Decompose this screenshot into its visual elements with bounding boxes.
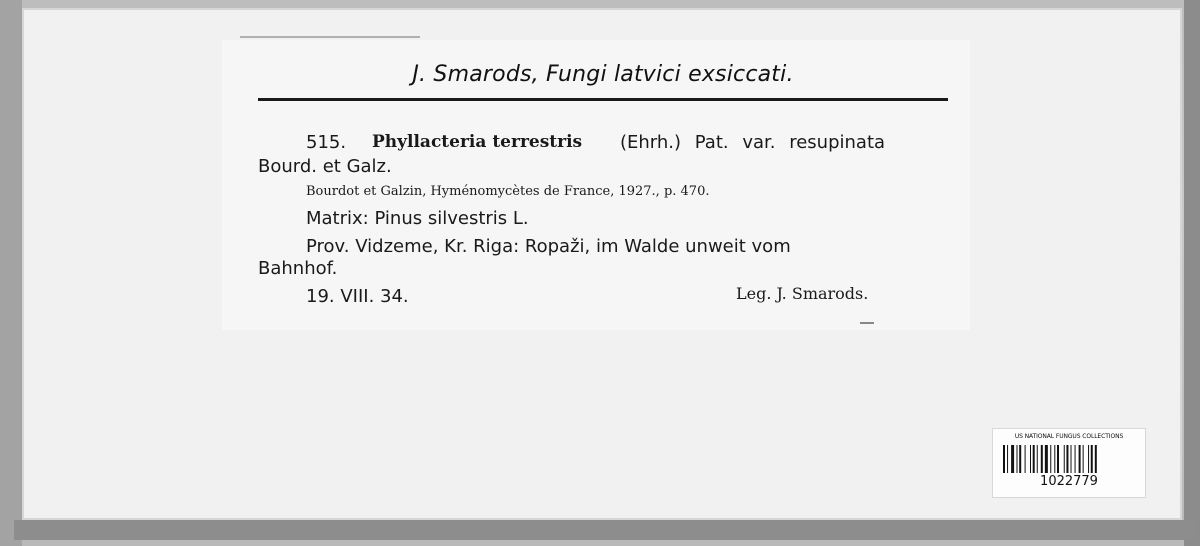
taxon-authority-cont: Bourd. et Galz. (258, 156, 392, 177)
envelope-right-edge (1184, 0, 1200, 546)
locality-line-cont: Bahnhof. (258, 258, 338, 279)
collection-date: 19. VIII. 34. (306, 286, 409, 307)
envelope-left-edge (0, 0, 22, 546)
smudge-mark (860, 322, 874, 324)
barcode-number: 1022779 (1040, 474, 1098, 489)
literature-reference: Bourdot et Galzin, Hyménomycètes de France, 1927., p. 470. (306, 184, 710, 199)
label-header: J. Smarods, Fungi latvici exsiccati. (412, 62, 794, 87)
taxon-name: Phyllacteria terrestris (372, 132, 583, 152)
header-rule (258, 98, 948, 101)
specimen-number: 515. (306, 132, 347, 153)
locality-line: Prov. Vidzeme, Kr. Riga: Ropaži, im Walde unweit vom (306, 236, 791, 257)
envelope-bottom-edge (14, 520, 1194, 540)
matrix-line: Matrix: Pinus silvestris L. (306, 208, 529, 229)
barcode-bars (1003, 445, 1135, 473)
barcode-label (992, 428, 1146, 498)
taxon-authority: (Ehrh.) Pat. var. resupinata (620, 132, 886, 153)
collector: Leg. J. Smarods. (736, 284, 869, 303)
smudge-mark (240, 36, 420, 38)
barcode-title: US NATIONAL FUNGUS COLLECTIONS (1014, 433, 1124, 440)
